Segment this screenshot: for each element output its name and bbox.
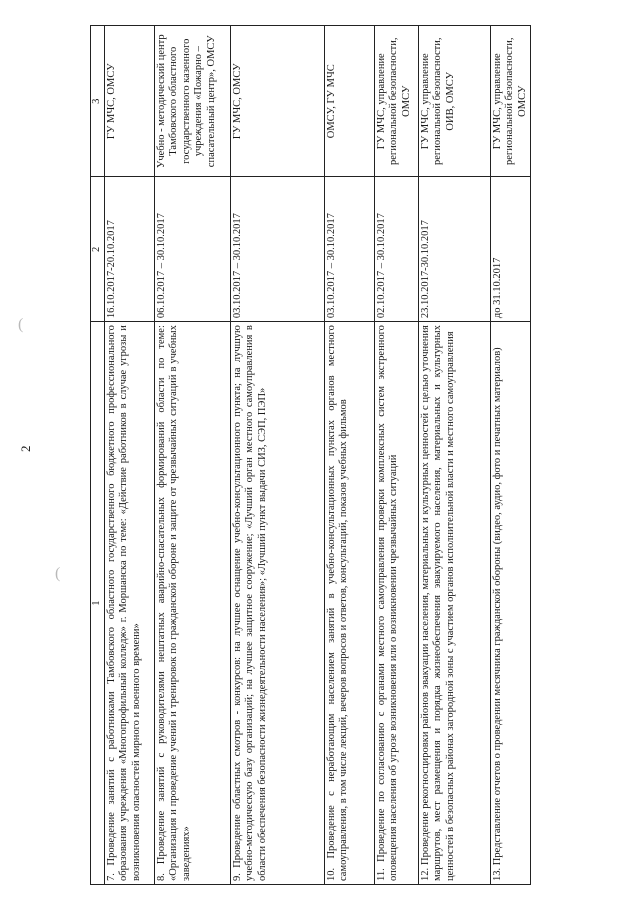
- event-dates: 23.10.2017-30.10.2017: [418, 177, 490, 322]
- event-description: 12. Проведение рекогносцировки районов эвакуации населения, материальных и культурных ценностей с целью уточнения маршрутов, мест размещения и порядка жизнеобеспечения эвакуируемого населения, материальных и культурных ценностей в безопасных районах загородной зоны с участием органов исполнительной власти и местного самоуправления: [418, 322, 490, 885]
- event-description: 9. Проведение областных смотров - конкурсов: на лучшее оснащение учебно-консультационного пункта; на лучшую учебно-методическую базу организаций; на лучшее защитное сооружение; «Лучший орган местного самоуправления в области обеспечения безопасности жизнедеятельности населения»; «Лучший пункт выдачи СИЗ, СЭП, ПЭП»: [230, 322, 324, 885]
- event-responsible: ГУ МЧС, управление региональной безопасности, ОМСУ: [490, 26, 531, 177]
- rotated-table-container: [90, 25, 528, 885]
- table-row: [374, 26, 418, 885]
- event-description: 11. Проведение по согласованию с органами местного самоуправления проверки комплексных систем экстренного оповещения населения об угрозе возникновения или о возникновении чрезвычайных ситуаций: [374, 322, 418, 885]
- event-dates: 02.10.2017 – 30.10.2017: [374, 177, 418, 322]
- event-responsible: ГУ МЧС, управление региональной безопасности, ОИВ, ОМСУ: [418, 26, 490, 177]
- event-dates: 03.10.2017 – 30.10.2017: [324, 177, 374, 322]
- table-row: [230, 26, 324, 885]
- table-row: [490, 26, 531, 885]
- column-header: 3: [91, 26, 105, 177]
- events-table: [90, 25, 531, 885]
- event-description: 13. Представление отчетов о проведении месячника гражданской обороны (видео, аудио, фото и печатных материалов): [490, 322, 531, 885]
- event-description: 10. Проведение с неработающим населением занятий в учебно-консультационных пунктах органов местного самоуправления, в том числе лекций, вечеров вопросов и ответов, консультаций, показов учебных фильмов: [324, 322, 374, 885]
- scan-mark: (: [18, 316, 24, 333]
- event-dates: 03.10.2017 – 30.10.2017: [230, 177, 324, 322]
- event-dates: 16.10.2017-20.10.2017: [104, 177, 154, 322]
- column-header: 1: [91, 322, 105, 885]
- scan-mark: (: [55, 565, 61, 582]
- table-row: [324, 26, 374, 885]
- event-responsible: ГУ МЧС, управление региональной безопасности, ОМСУ: [374, 26, 418, 177]
- table-row: [418, 26, 490, 885]
- event-responsible: ГУ МЧС, ОМСУ: [104, 26, 154, 177]
- event-dates: 06.10.2017 – 30.10.2017: [154, 177, 230, 322]
- column-header: 2: [91, 177, 105, 322]
- event-description: 7. Проведение занятий с работниками Тамбовского областного государственного бюджетного профессионального образования учреждения «Многопрофильный колледж» г. Моршанска по теме: «Действие работников в случае угрозы и возникновения опасностей мирного и военного времени»: [104, 322, 154, 885]
- table-row: [104, 26, 154, 885]
- event-responsible: ОМСУ, ГУ МЧС: [324, 26, 374, 177]
- table-header-row: [91, 26, 105, 885]
- table-row: [154, 26, 230, 885]
- event-description: 8. Проведение занятий с руководителями нештатных аварийно-спасательных формирований области по теме: «Организация и проведение учений и тренировок по гражданской обороне и защите от чрезвычайных ситуаций в учебных заведениях»: [154, 322, 230, 885]
- event-responsible: ГУ МЧС, ОМСУ: [230, 26, 324, 177]
- event-dates: до 31.10.2017: [490, 177, 531, 322]
- event-responsible: Учебно - методический центр Тамбовского областного государственного казенного учреждения «Пожарно – спасательный центр», ОМСУ: [154, 26, 230, 177]
- page-number: 2: [18, 445, 33, 452]
